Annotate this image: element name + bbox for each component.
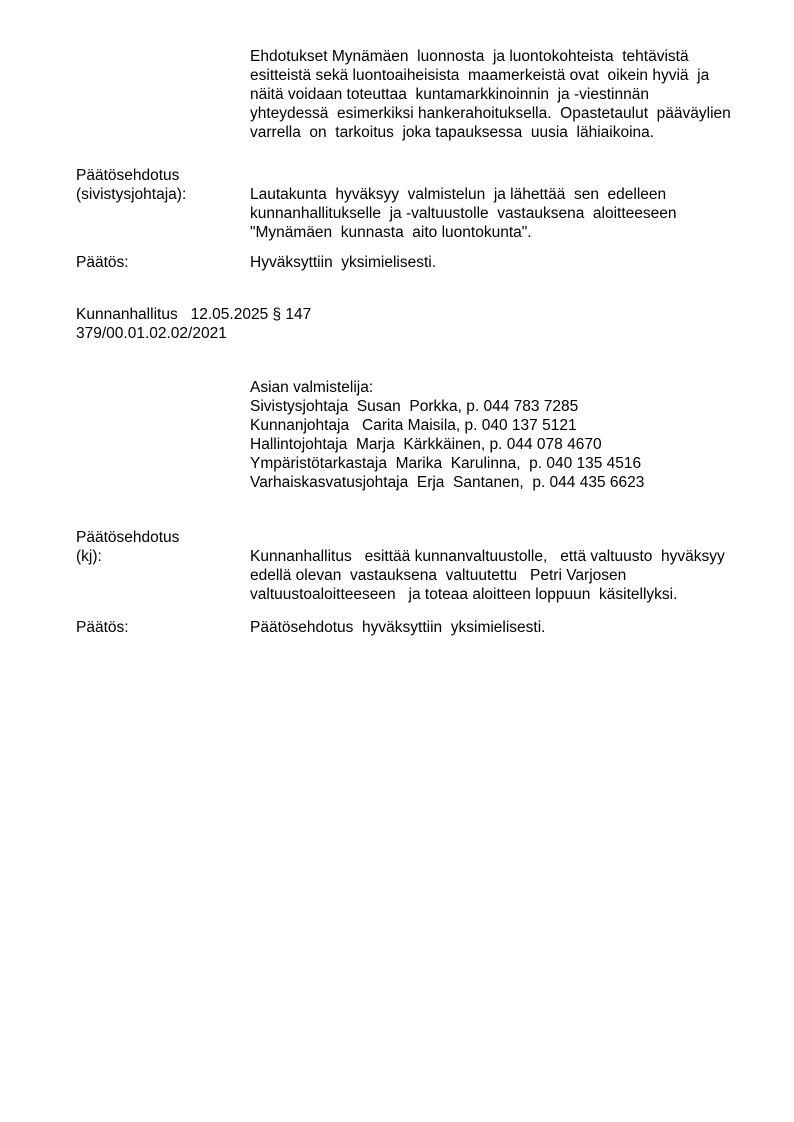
- proposal-sivistysjohtaja-label: [76, 166, 186, 204]
- preparer-item: Ympäristötarkastaja Marika Karulinna, p. 040 135 4516: [250, 455, 642, 472]
- decision-2-text: Päätösehdotus hyväksyttiin yksimielisesti.: [250, 619, 546, 636]
- decision-1-text: Hyväksyttiin yksimielisesti.: [250, 254, 437, 271]
- preparers-block: [250, 378, 644, 492]
- preparer-item: Sivistysjohtaja Susan Porkka, p. 044 783 7285: [250, 398, 579, 415]
- paragraph-line: Lautakunta hyväksyy valmistelun ja lähettää sen edelleen: [250, 186, 667, 203]
- paragraph-line: "Mynämäen kunnasta aito luontokunta".: [250, 224, 532, 241]
- paragraph-line: valtuustoaloitteeseen ja toteaa aloitteen loppuun käsitellyksi.: [250, 586, 678, 603]
- section-label: Päätösehdotus: [76, 167, 180, 184]
- section-label-role: (kj):: [76, 548, 102, 565]
- preparers-title: Asian valmistelija:: [250, 379, 374, 396]
- proposal-kj-body: [250, 547, 725, 604]
- paragraph-line: varrella on tarkoitus joka tapauksessa uusia lähiaikoina.: [250, 124, 655, 141]
- paragraph-line: yhteydessä esimerkiksi hankerahoituksella. Opastetaulut pääväylien: [250, 105, 731, 122]
- preparer-item: Hallintojohtaja Marja Kärkkäinen, p. 044 078 4670: [250, 436, 602, 453]
- preparer-item: Varhaiskasvatusjohtaja Erja Santanen, p. 044 435 6623: [250, 474, 645, 491]
- proposal-sivistysjohtaja-body: [250, 185, 677, 242]
- decision-2-label: Päätös:: [76, 619, 129, 636]
- decision-1-label: Päätös:: [76, 254, 129, 271]
- intro-paragraph: [250, 47, 731, 142]
- section-label: Päätösehdotus: [76, 529, 180, 546]
- paragraph-line: edellä olevan vastauksena valtuutettu Petri Varjosen: [250, 567, 627, 584]
- paragraph-line: kunnanhallitukselle ja -valtuustolle vastauksena aloitteeseen: [250, 205, 677, 222]
- paragraph-line: näitä voidaan toteuttaa kuntamarkkinoinnin ja -viestinnän: [250, 86, 649, 103]
- case-number: 379/00.01.02.02/2021: [76, 325, 227, 342]
- preparer-item: Kunnanjohtaja Carita Maisila, p. 040 137 5121: [250, 417, 577, 434]
- proposal-kj-label: [76, 528, 179, 566]
- board-reference-heading: Kunnanhallitus 12.05.2025 § 147: [76, 306, 312, 323]
- paragraph-line: Kunnanhallitus esittää kunnanvaltuustolle, että valtuusto hyväksyy: [250, 548, 725, 565]
- paragraph-line: esitteistä sekä luontoaiheisista maamerkeistä ovat oikein hyviä ja: [250, 67, 710, 84]
- board-reference: [76, 305, 311, 343]
- section-label-role: (sivistysjohtaja):: [76, 186, 187, 203]
- paragraph-line: Ehdotukset Mynämäen luonnosta ja luontokohteista tehtävistä: [250, 48, 689, 65]
